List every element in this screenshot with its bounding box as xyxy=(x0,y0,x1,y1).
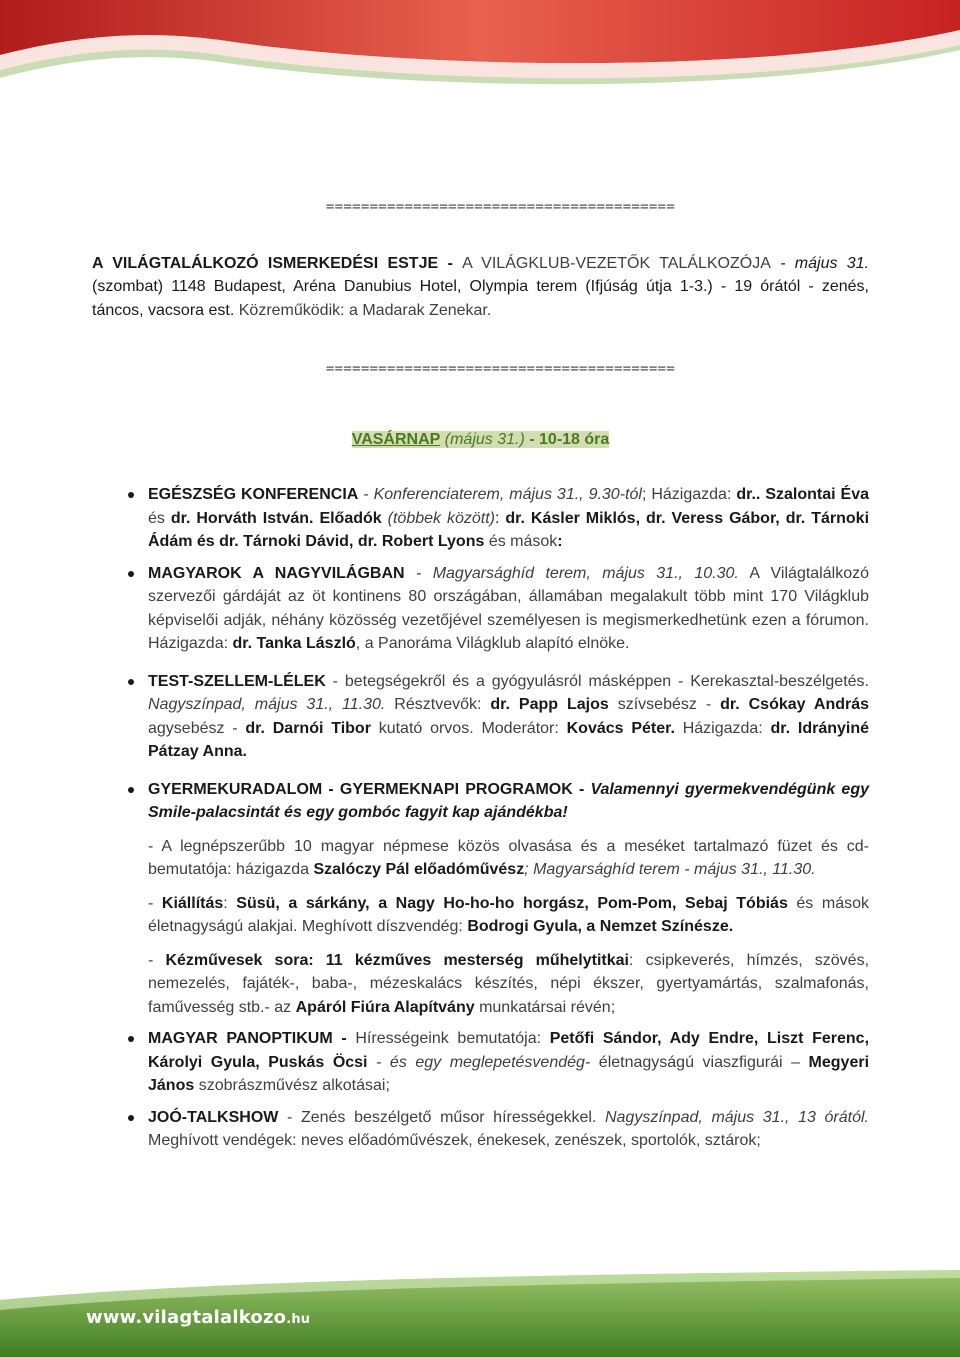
item-text: szobrászművész alkotásai; xyxy=(194,1077,390,1094)
item-text: Meghívott vendégek: neves előadóművészek, énekesek, zenészek, sportolók, sztárok; xyxy=(148,1132,761,1149)
item-title: TEST-SZELLEM-LÉLEK xyxy=(148,672,326,690)
host-name: dr. Horváth István. xyxy=(170,509,314,527)
host-name: Szalóczy Pál előadóművész xyxy=(313,861,525,878)
program-list xyxy=(92,483,869,1153)
item-location: - Magyarsághíd terem, május 31., 10.30. xyxy=(404,564,739,582)
speakers-label: Előadók xyxy=(313,509,382,527)
url-tld: .hu xyxy=(286,1312,311,1327)
end-colon: : xyxy=(557,533,563,550)
separator-line: ======================================== xyxy=(325,199,676,215)
item-text: A Világtalálkozó szervezői gárdáját az öt kontinens 80 országában, államában megalakult több mint 170 Világklub képviselői adják, néhány közösség vezetőjével személyesen is megismerkedhetünk ezen a fórumon. Házigazda: xyxy=(148,564,869,652)
host-name: dr. Tanka László xyxy=(232,635,356,652)
sub-paragraph xyxy=(148,892,869,939)
list-item xyxy=(92,1106,869,1153)
separator-line: ======================================== xyxy=(325,361,676,377)
intro-details-a: (szombat) 1148 Budapest, Aréna Danubius Hotel, Olympia terem (Ifjúság útja 1-3.) - 19 órától - zenés, táncos, vacsora est. xyxy=(92,278,869,319)
sub-text: és mások életnagyságú alakjai. Meghívott díszvendég: xyxy=(148,894,869,935)
host-label: ; Házigazda: xyxy=(641,486,737,503)
item-text: , a Panoráma Világklub alapító elnöke. xyxy=(355,635,630,652)
participant-role: szívsebész - xyxy=(608,696,721,713)
sub-text: : csipkeverés, hímzés, szövés, nemezelés, fajáték-, baba-, mézeskalács készítés, népi ékszer, gyertyamártás, szalmafonás, faművesség stb.- az xyxy=(148,951,870,1016)
sculptor-name: Megyeri János xyxy=(148,1053,870,1094)
list-item xyxy=(92,483,869,554)
item-location: Nagyszínpad, május 31., 13 órától. xyxy=(596,1108,869,1126)
item-location: Nagyszínpad, május 31., 11.30. xyxy=(148,696,386,713)
day-date: (május 31.) xyxy=(440,430,525,448)
exhibition-label: Kiállítás xyxy=(161,894,224,912)
exhibition-list: Süsü, a sárkány, a Nagy Ho-ho-ho horgász, Pom-Pom, Sebaj Tóbiás xyxy=(236,894,788,912)
among-text: (többek között) xyxy=(381,509,495,527)
organization-name: Apáról Fiúra Alapítvány xyxy=(295,998,475,1016)
colon-text: : xyxy=(223,894,237,912)
item-title: MAGYAROK A NAGYVILÁGBAN xyxy=(148,564,405,582)
participants-label: Résztvevők: xyxy=(385,696,491,713)
crafts-label: Kézművesek sora: 11 kézműves mesterség műhelytitkai xyxy=(165,951,629,969)
intro-details-b: Közreműködik: a Madarak Zenekar. xyxy=(234,301,492,319)
guest-name: Bodrogi Gyula, a Nemzet Színésze. xyxy=(467,918,734,935)
intro-date: - május 31. xyxy=(770,254,870,272)
footer-website-url[interactable] xyxy=(86,1307,310,1328)
surprise-text: - és egy meglepetésvendég- xyxy=(367,1053,591,1071)
moderator-name: Kovács Péter. xyxy=(566,719,675,737)
intro-paragraph xyxy=(92,252,869,323)
list-item xyxy=(92,778,869,1020)
participant-role: agysebész - xyxy=(148,719,246,737)
item-location: ; Magyarsághíd terem - május 31., 11.30. xyxy=(524,861,816,878)
item-text: életnagyságú viaszfigurái – xyxy=(590,1053,809,1071)
item-text: - Zenés beszélgető műsor hírességekkel. xyxy=(278,1108,597,1126)
gift-text: Valamennyi gyermekvendégünk egy Smile-palacsintát és egy gombóc fagyit kap ajándékba! xyxy=(148,780,869,821)
item-title: EGÉSZSÉG KONFERENCIA xyxy=(148,486,359,503)
item-location: - Konferenciaterem, május 31., 9.30-tól xyxy=(358,486,642,503)
list-item xyxy=(92,1027,869,1098)
host-name: dr.. Szalontai Éva xyxy=(736,486,869,503)
day-name: VASÁRNAP xyxy=(351,430,441,448)
colon-text: : xyxy=(494,509,506,527)
list-item xyxy=(92,562,869,656)
sub-paragraph xyxy=(148,835,869,882)
others-text: és mások xyxy=(484,533,558,550)
celebrity-names: Petőfi Sándor, Ady Endre, Liszt Ferenc, Károlyi Gyula, Puskás Öcsi xyxy=(148,1030,870,1071)
host-name: dr. Idrányiné Pátzay Anna. xyxy=(148,719,870,760)
participant-role: kutató orvos. Moderátor: xyxy=(370,719,567,737)
intro-title-a: A VILÁGTALÁLKOZÓ ISMERKEDÉSI ESTJE xyxy=(92,254,439,272)
intro-dash: - xyxy=(438,254,463,272)
header-flag-band xyxy=(0,0,960,90)
participant-name: dr. Papp Lajos xyxy=(490,696,609,713)
and-text: és xyxy=(148,509,171,527)
speakers-list: dr. Kásler Miklós, dr. Veress Gábor, dr. Tárnoki Ádám és dr. Tárnoki Dávid, dr. Robert Lyons xyxy=(148,509,870,550)
sub-text: munkatársai révén; xyxy=(474,998,616,1016)
host-label: Házigazda: xyxy=(674,719,771,737)
dash-text: - xyxy=(148,894,162,912)
item-text: - betegségekről és a gyógyulásról másképpen - Kerekasztal-beszélgetés. xyxy=(325,672,869,690)
participant-name: dr. Darnói Tibor xyxy=(245,719,371,737)
intro-title-b: A VILÁGKLUB-VEZETŐK TALÁLKOZÓJA xyxy=(462,254,771,272)
item-title: MAGYAR PANOPTIKUM - xyxy=(148,1030,356,1047)
sub-paragraph xyxy=(148,949,869,1020)
item-title: GYERMEKURADALOM - GYERMEKNAPI PROGRAMOK - xyxy=(148,780,591,798)
document-body xyxy=(92,196,869,1153)
item-title: JOÓ-TALKSHOW xyxy=(148,1108,279,1126)
dash-text: - xyxy=(148,951,166,969)
url-main: www.vilagtalalkozo xyxy=(86,1307,287,1328)
participant-name: dr. Csókay András xyxy=(720,696,870,713)
list-item xyxy=(92,670,869,764)
item-text: Hírességeink bemutatója: xyxy=(355,1030,550,1047)
sub-text: - A legnépszerűbb 10 magyar népmese közös olvasása és a meséket tartalmazó füzet és cd-bemutatója: házigazda xyxy=(148,837,869,878)
day-heading xyxy=(92,428,869,452)
day-time: - 10-18 óra xyxy=(524,430,610,448)
